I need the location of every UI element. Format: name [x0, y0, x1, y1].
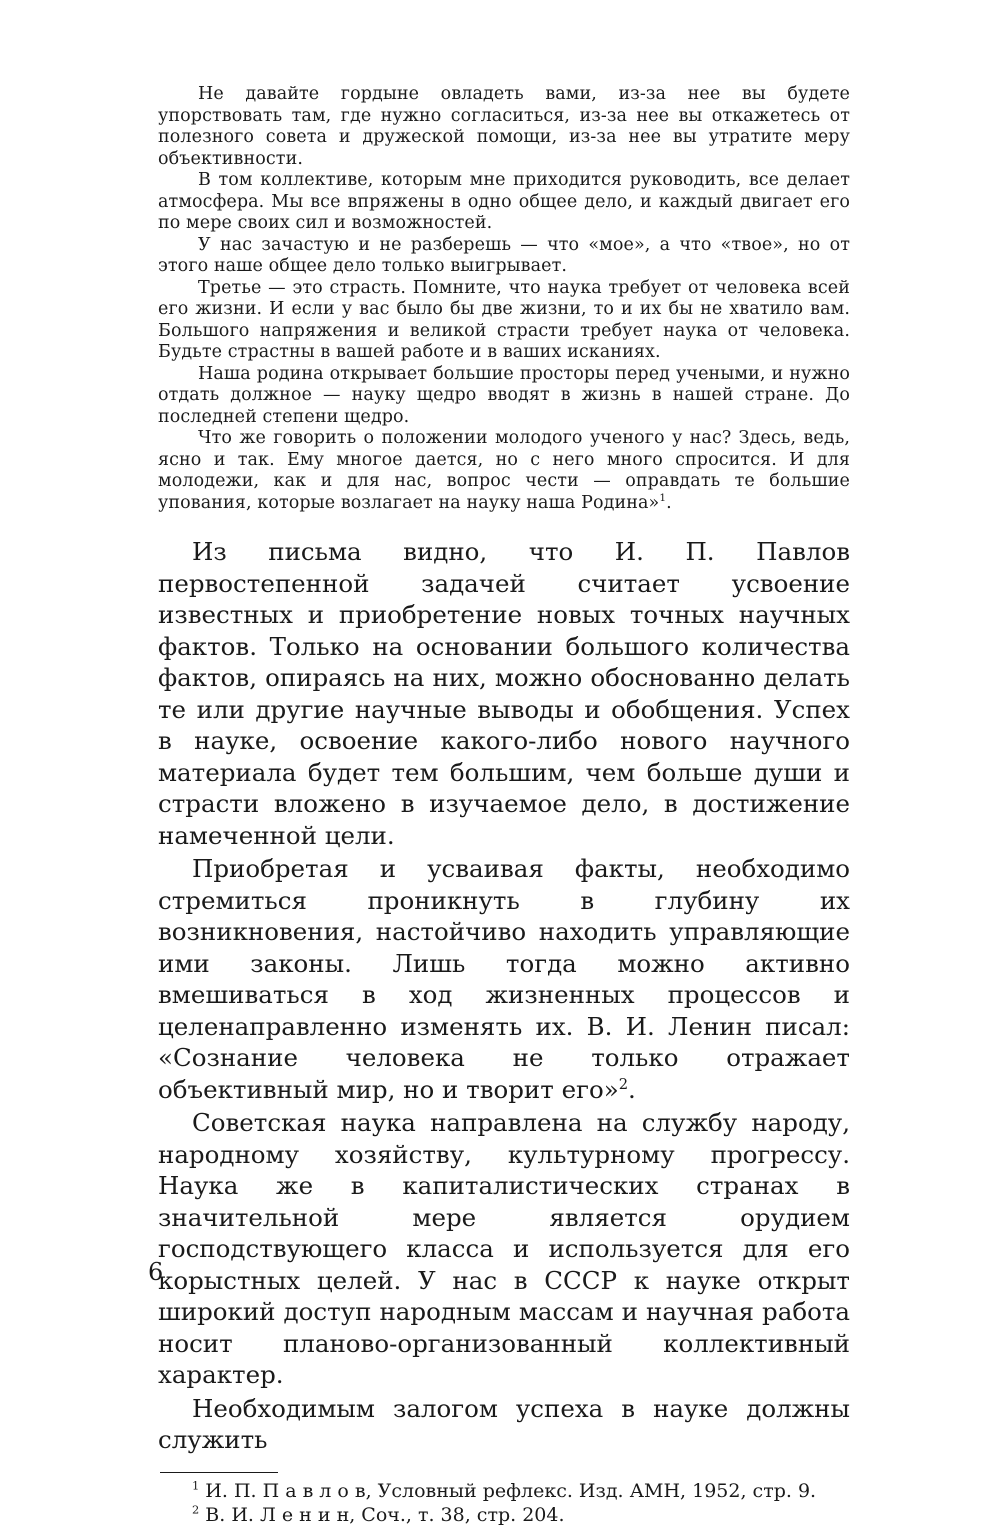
quote-paragraph: Наша родина открывает большие просторы перед учеными, и нужно отдать должное — науку щедро вводят в жизнь в нашей стране. До последней степени щедро.: [158, 363, 850, 427]
footnote-reference: 1: [659, 491, 667, 504]
quote-paragraph: Третье — это страсть. Помните, что наука требует от человека всей его жизни. И если у вас было бы две жизни, то и их бы не хватило вам. Большого напряжения и великой страсти требует наука от человека. Будьте страстны в вашей работе и в ваших исканиях.: [158, 277, 850, 362]
main-text: [158, 536, 850, 1456]
footnote: [158, 1503, 850, 1527]
quote-paragraph: У нас зачастую и не разберешь — что «мое», а что «твое», но от этого наше общее дело только выигрывает.: [158, 234, 850, 276]
punctuation: .: [628, 1074, 636, 1104]
quote-paragraph: [158, 428, 850, 514]
page-number: 6: [148, 1258, 164, 1286]
footnote-divider: [160, 1472, 278, 1473]
quotation-block: [158, 84, 850, 514]
page-content: [158, 84, 850, 1527]
footnotes: [158, 1479, 850, 1527]
quote-paragraph-text: Что же говорить о положении молодого ученого у нас? Здесь, ведь, ясно и так. Ему многое дается, но с него много спросится. И для молодежи, как и для нас, вопрос чести — оправдать те большие упования, которые возлагает на науку наша Родина»: [158, 428, 850, 513]
body-paragraph: Советская наука направлена на службу народу, народному хозяйству, культурному прогрессу. Наука же в капиталистических странах в значительной мере является орудием господствующего класса и используется для его корыстных целей. У нас в СССР к науке открыт широкий доступ народным массам и научная работа носит планово-организованный коллективный характер.: [158, 1108, 850, 1389]
body-paragraph: Необходимым залогом успеха в науке должны служить: [158, 1393, 850, 1454]
footnote-text: В. И. Л е н и н, Соч., т. 38, стр. 204.: [199, 1503, 565, 1526]
body-paragraph: [158, 853, 850, 1105]
footnote-reference: 2: [618, 1075, 629, 1093]
body-paragraph-text: Приобретая и усваивая факты, необходимо стремиться проникнуть в глубину их возникновения, настойчиво находить управляющие ими законы. Лишь тогда можно активно вмешиваться в ход жизненных процессов и целенаправленно изменять их. В. И. Ленин писал: «Сознание человека не только отражает объективный мир, но и творит его»: [158, 854, 850, 1104]
footnote-text: И. П. П а в л о в, Условный рефлекс. Изд. АМН, 1952, стр. 9.: [199, 1479, 817, 1502]
quote-paragraph: Не давайте гордыне овладеть вами, из-за нее вы будете упорствовать там, где нужно согласиться, из-за нее вы откажетесь от полезного совета и дружеской помощи, из-за нее вы утратите меру объективности.: [158, 84, 850, 169]
footnote: [158, 1479, 850, 1503]
footnote-mark: 2: [192, 1502, 200, 1517]
body-paragraph: Из письма видно, что И. П. Павлов первостепенной задачей считает усвоение известных и приобретение новых точных научных фактов. Только на основании большого количества фактов, опираясь на них, можно обоснованно делать те или другие научные выводы и обобщения. Успех в науке, освоение какого-либо нового научного материала будет тем большим, чем больше души и страсти вложено в изучаемое дело, в достижение намеченной цели.: [158, 537, 850, 850]
punctuation: .: [666, 492, 672, 513]
quote-paragraph: В том коллективе, которым мне приходится руководить, все делает атмосфера. Мы все впряжены в одно общее дело, и каждый двигает его по мере своих сил и возможностей.: [158, 170, 850, 233]
footnote-mark: 1: [192, 1478, 200, 1493]
